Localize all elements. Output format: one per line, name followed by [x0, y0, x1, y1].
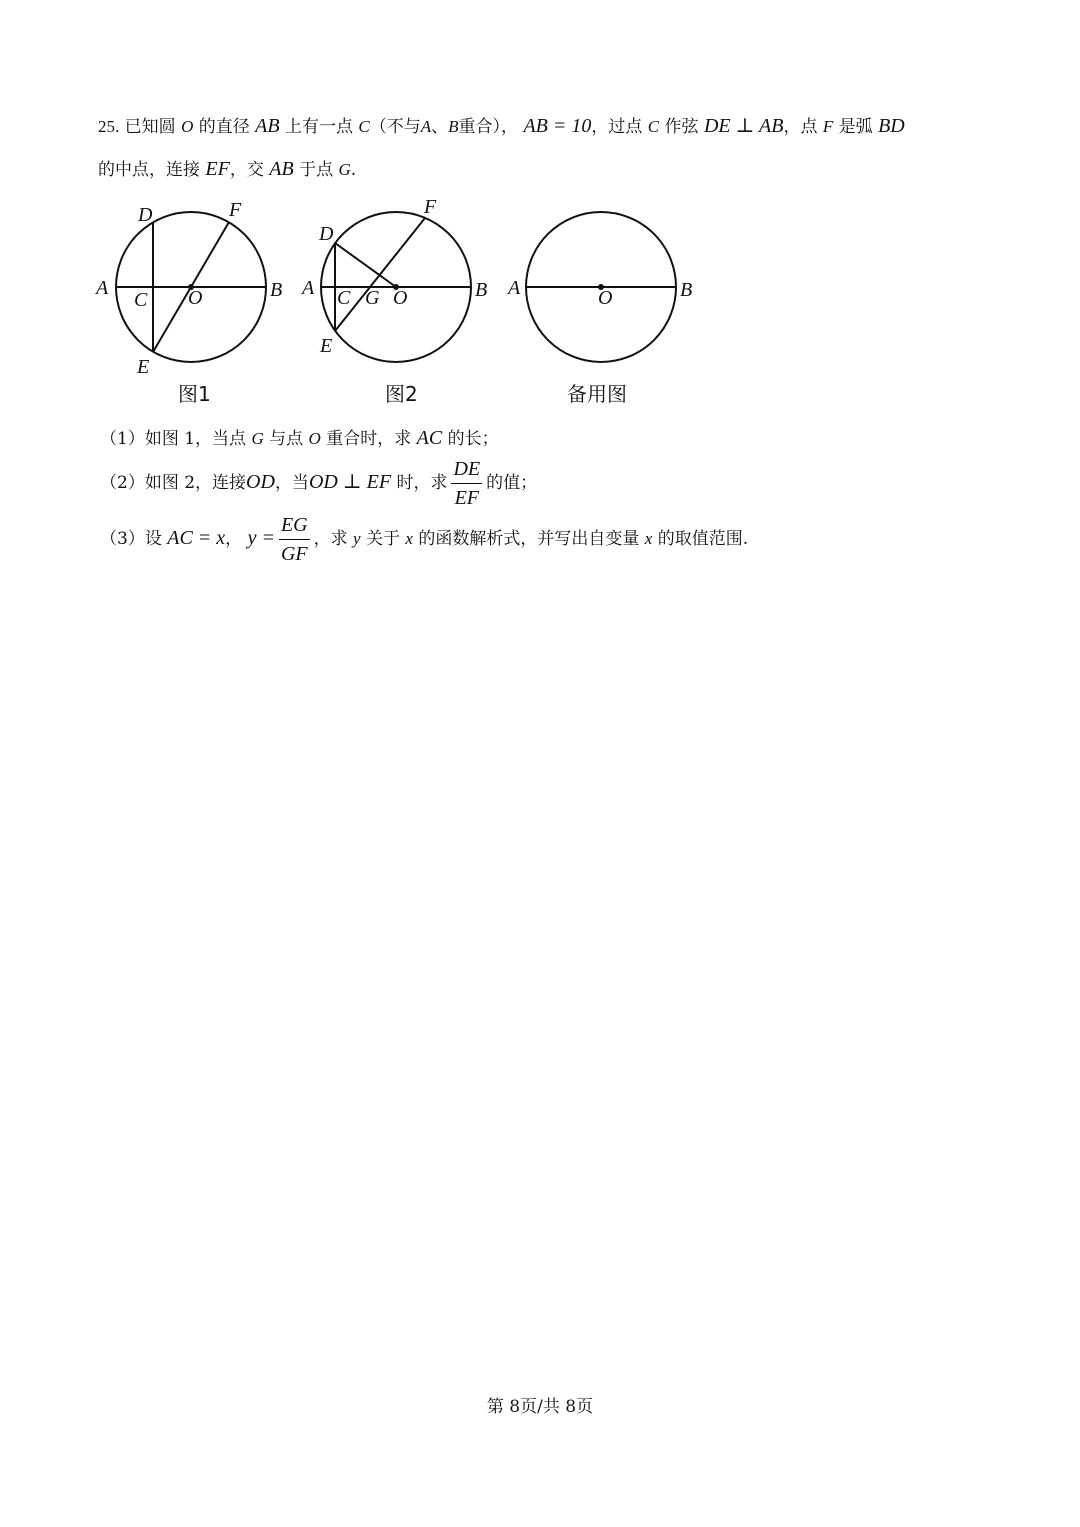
text: 的直径	[198, 117, 250, 137]
fraction-de-ef	[451, 457, 482, 510]
figure-3	[506, 212, 692, 362]
caption-fig-2: 图2	[385, 382, 418, 406]
var-g: G	[251, 429, 264, 448]
label-f-2: F	[424, 196, 437, 218]
text: （1）如图 1，当点	[100, 429, 247, 449]
label-e-1: E	[137, 356, 150, 378]
var-o: O	[181, 117, 194, 136]
var-b: B	[448, 117, 459, 136]
var-od: OD	[246, 471, 275, 493]
text: （不与	[369, 117, 421, 137]
fraction-numerator: EG	[279, 513, 310, 540]
text: （3）设	[100, 529, 162, 549]
label-e-2: E	[320, 335, 333, 357]
fraction-denominator: EF	[454, 487, 480, 509]
label-d-2: D	[319, 223, 334, 245]
text: 时，求	[396, 473, 448, 493]
label-g-2: G	[365, 287, 380, 309]
var-f: F	[822, 117, 834, 136]
label-a-1: A	[96, 277, 109, 299]
eq-ac-x: AC = x	[167, 527, 226, 549]
label-c-2: C	[337, 287, 351, 309]
var-a: A	[420, 117, 432, 136]
var-c2: C	[647, 117, 660, 136]
text: 的取值范围.	[657, 529, 749, 549]
figure-2	[300, 196, 487, 362]
text: 上有一点	[285, 117, 353, 137]
label-a-3: A	[508, 277, 521, 299]
text: 的值；	[486, 473, 538, 493]
label-c-1: C	[134, 289, 148, 311]
var-g: G	[338, 160, 351, 179]
caption-fig-3: 备用图	[567, 382, 627, 406]
text: ，当	[274, 473, 309, 493]
problem-line-1	[98, 112, 905, 138]
text: ，过点	[591, 117, 643, 137]
label-d-1: D	[138, 204, 153, 226]
text: ，交	[229, 160, 264, 180]
label-b-2: B	[475, 279, 488, 301]
text: 重合），	[458, 117, 519, 137]
text: 的长；	[447, 429, 499, 449]
text: ，求	[313, 529, 348, 549]
problem-line-2	[98, 155, 356, 181]
text: 于点	[299, 160, 334, 180]
chord-ef-2	[335, 218, 425, 331]
var-c: C	[358, 117, 370, 136]
text: .	[350, 160, 357, 180]
var-o: O	[308, 429, 321, 448]
var-x: x	[644, 529, 653, 548]
var-bd: BD	[878, 115, 905, 137]
var-y-eq: y =	[247, 527, 275, 549]
var-y: y	[353, 529, 361, 548]
caption-fig-1: 图1	[178, 382, 211, 406]
fraction-numerator: DE	[451, 457, 482, 484]
text: 的中点，连接	[98, 160, 200, 180]
label-a-2: A	[302, 277, 315, 299]
label-b-3: B	[680, 279, 693, 301]
problem-number: 25.	[98, 117, 120, 136]
var-ab: AB	[255, 115, 280, 137]
fraction-denominator: GF	[280, 543, 308, 565]
label-f-1: F	[229, 199, 242, 221]
text: 作弦	[664, 117, 699, 137]
eq-ab-10: AB = 10	[523, 115, 592, 137]
text: （2）如图 2，连接	[100, 473, 247, 493]
label-b-1: B	[270, 279, 283, 301]
text: ，点	[783, 117, 818, 137]
label-o-1: O	[188, 287, 203, 309]
label-o-3: O	[598, 287, 613, 309]
var-ac: AC	[416, 427, 443, 449]
text: 是弧	[838, 117, 873, 137]
var-x: x	[405, 529, 413, 548]
eq-od-perp-ef: OD ⊥ EF	[308, 471, 392, 493]
label-o-2: O	[393, 287, 408, 309]
figure-1	[94, 199, 282, 378]
question-2	[100, 457, 537, 510]
text: 已知圆	[124, 117, 176, 137]
text: ，	[225, 529, 243, 549]
page-footer: 第 8页/共 8页	[486, 1397, 594, 1417]
var-ab: AB	[269, 158, 294, 180]
eq-de-perp-ab: DE ⊥ AB	[703, 115, 784, 137]
var-ef: EF	[205, 158, 230, 180]
figures-diagram	[0, 195, 1080, 385]
fraction-eg-gf	[279, 513, 310, 566]
text: 重合时，求	[326, 429, 412, 449]
text: 的函数解析式，并写出自变量	[418, 529, 640, 549]
question-1	[100, 424, 499, 450]
text: 、	[431, 117, 449, 137]
question-3	[100, 513, 748, 566]
text: 关于	[365, 529, 400, 549]
text: 与点	[269, 429, 304, 449]
